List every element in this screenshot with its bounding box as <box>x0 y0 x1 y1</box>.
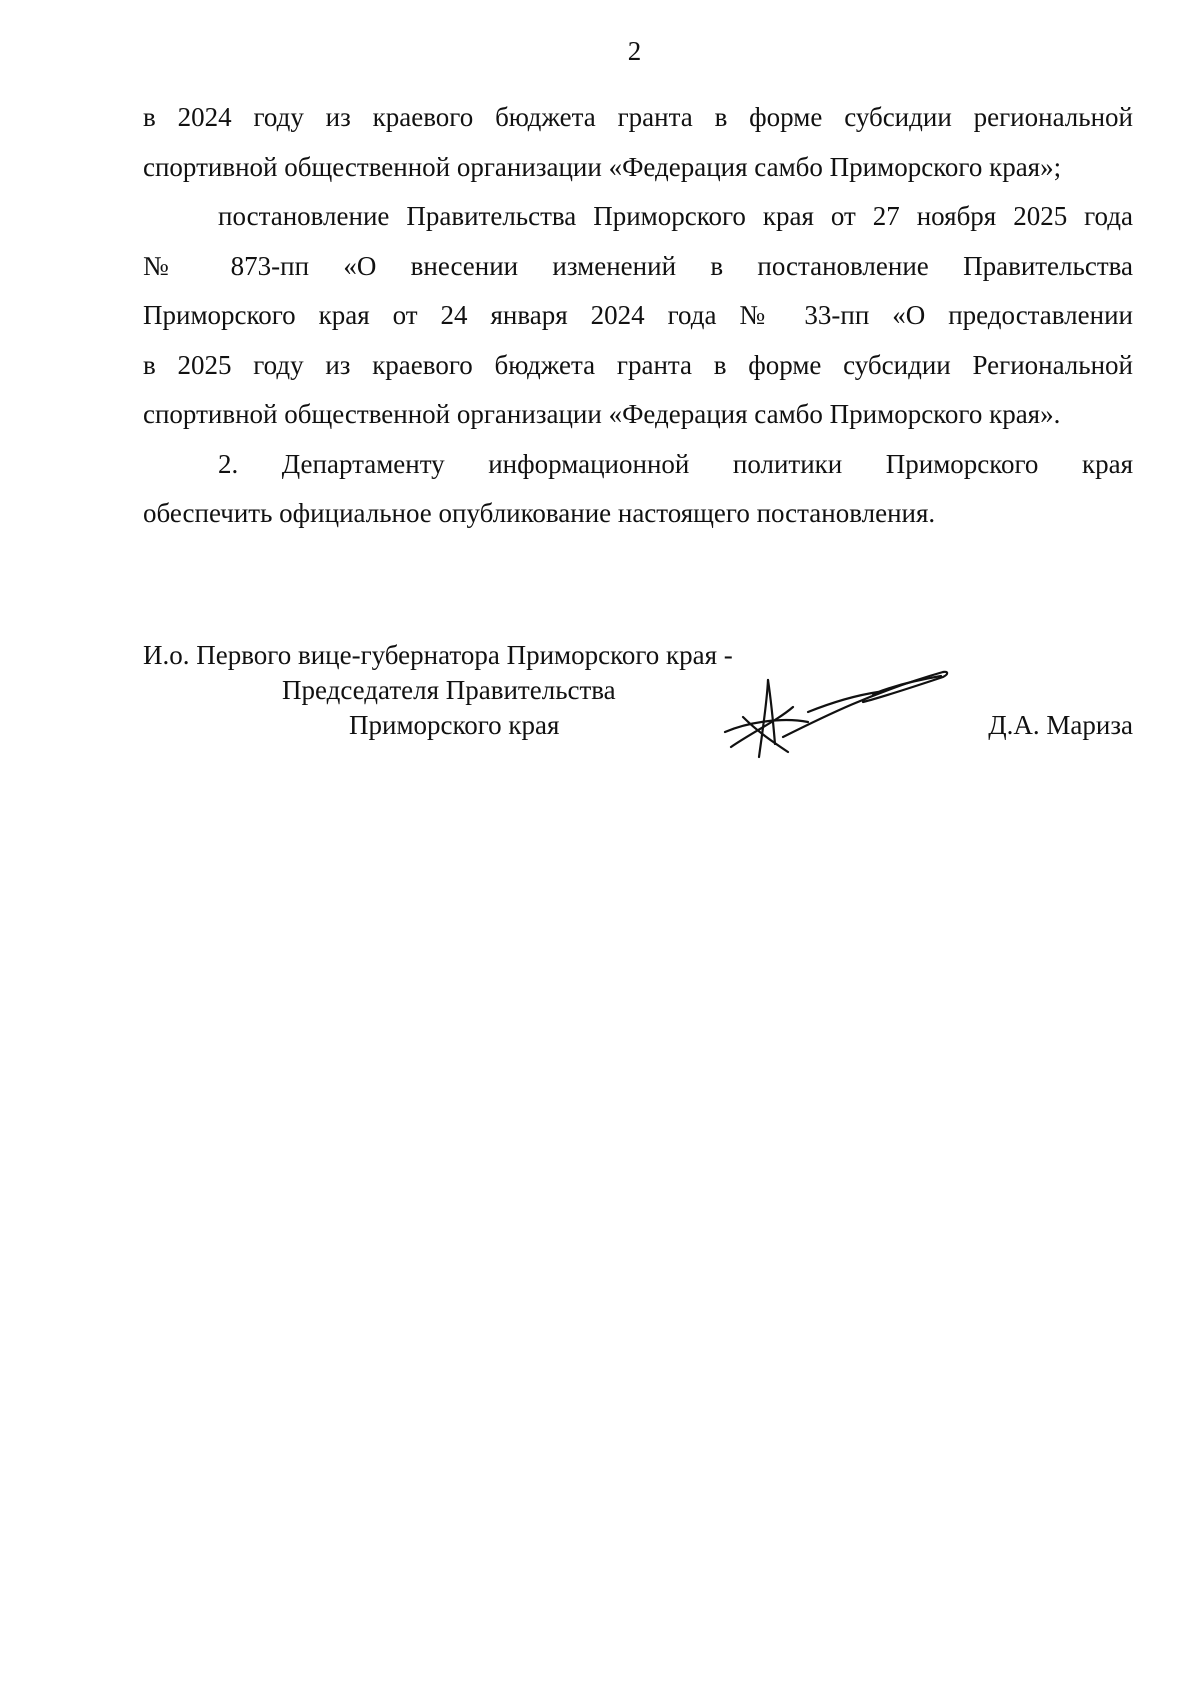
document-body <box>143 93 1133 539</box>
signatory-title: Приморского края <box>349 710 560 740</box>
text-line: спортивной общественной организации «Федерация самбо Приморского края»; <box>143 151 1062 182</box>
paragraph-2 <box>143 192 1133 440</box>
signature-block <box>143 640 1133 770</box>
signatory-title: И.о. Первого вице-губернатора Приморского края - <box>143 640 733 670</box>
text-line: в 2025 году из краевого бюджета гранта в форме субсидии Региональной <box>143 349 1133 380</box>
page-number: 2 <box>627 36 642 66</box>
text-line: спортивной общественной организации «Федерация самбо Приморского края». <box>143 399 1061 429</box>
text-line: 2. Департаменту информационной политики Приморского края <box>218 448 1133 479</box>
text-line: обеспечить официальное опубликование настоящего постановления. <box>143 498 936 528</box>
signatory-name: Д.А. Мариза <box>988 710 1133 740</box>
text-line: в 2024 году из краевого бюджета гранта в форме субсидии региональной <box>143 102 1133 132</box>
text-line: постановление Правительства Приморского края от 27 ноября 2025 года <box>218 201 1133 231</box>
signature-icon <box>713 662 953 762</box>
paragraph-3 <box>143 440 1133 539</box>
text-line: Приморского края от 24 января 2024 года № 33-пп «О предоставлении <box>143 300 1133 330</box>
paragraph-1 <box>143 93 1133 192</box>
signatory-title: Председателя Правительства <box>282 675 616 705</box>
text-line: № 873-пп «О внесении изменений в постановление Правительства <box>143 250 1133 281</box>
